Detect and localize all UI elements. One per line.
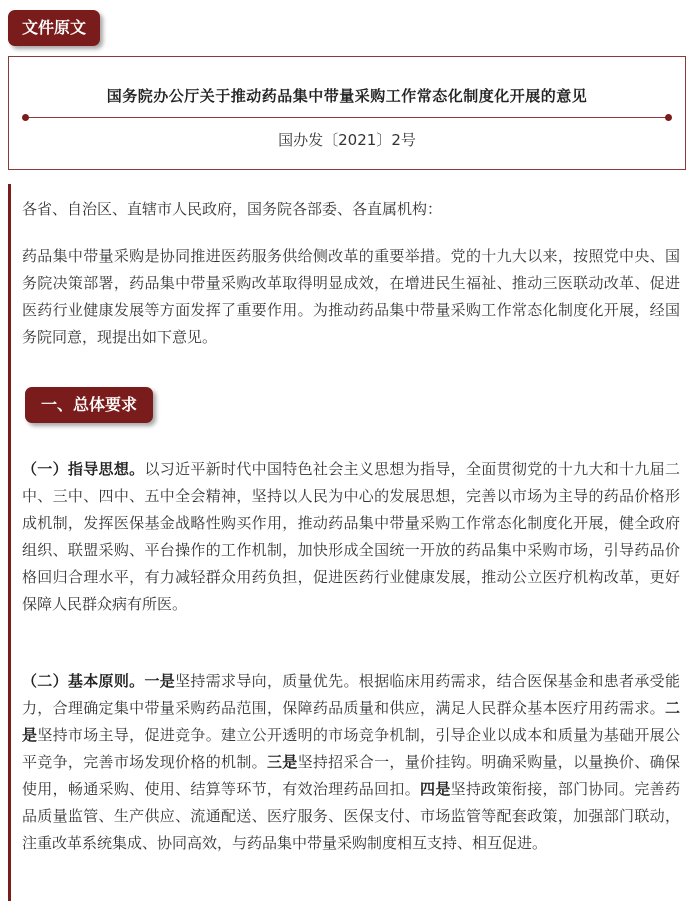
- document-title: 国务院办公厅关于推动药品集中带量采购工作常态化制度化开展的意见: [106, 87, 588, 105]
- salutation: 各省、自治区、直辖市人民政府，国务院各部委、各直属机构：: [22, 200, 443, 218]
- divider-dot-right: [665, 114, 672, 121]
- basic-principles-paragraph: [22, 668, 680, 857]
- title-box: [8, 56, 686, 170]
- principle-4-lead: 四是: [420, 780, 451, 798]
- guiding-ideology-paragraph: [22, 456, 680, 618]
- principle-2-text: 坚持市场主导，促进竞争。建立公开透明的市场竞争机制，引导企业以成本和质量为基础开展公平竞争，完善市场发现价格的机制。: [22, 726, 680, 771]
- divider-dot-left: [22, 114, 29, 121]
- section-heading-general-requirements: 一、总体要求: [25, 387, 153, 423]
- basic-principles-lead: （二）基本原则。: [22, 672, 145, 690]
- principle-1-lead: 一是: [144, 672, 176, 690]
- principle-2-lead: 二是: [22, 699, 680, 744]
- document-body: [8, 184, 694, 901]
- title-divider: [25, 117, 669, 118]
- principle-4-text: 坚持政策衔接，部门协同。完善药品质量监管、生产供应、流通配送、医疗服务、医保支付、市场监管等配套政策，加强部门联动，注重改革系统集成、协同高效，与药品集中带量采购制度相互支持、相互促进。: [22, 780, 680, 852]
- principle-3-lead: 三是: [266, 753, 298, 771]
- principle-3-text: 坚持招采合一，量价挂钩。明确采购量，以量换价、确保使用，畅通采购、使用、结算等环节，有效治理药品回扣。: [22, 753, 680, 798]
- guiding-ideology-lead: （一）指导思想。: [22, 460, 145, 478]
- principle-1-text: 坚持需求导向，质量优先。根据临床用药需求，结合医保基金和患者承受能力，合理确定集中带量采购药品范围，保障药品质量和供应，满足人民群众基本医疗用药需求。: [22, 672, 680, 717]
- document-number: 国办发〔2021〕2号: [278, 131, 416, 149]
- original-text-badge: 文件原文: [8, 10, 100, 46]
- guiding-ideology-text: 以习近平新时代中国特色社会主义思想为指导，全面贯彻党的十九大和十九届二中、三中、四中、五中全会精神，坚持以人民为中心的发展思想，完善以市场为主导的药品价格形成机制，发挥医保基金战略性购买作用，推动药品集中带量采购工作常态化制度化开展，健全政府组织、联盟采购、平台操作的工作机制，加快形成全国统一开放的药品集中采购市场，引导药品价格回归合理水平，有力减轻群众用药负担，促进医药行业健康发展，推动公立医疗机构改革，更好保障人民群众病有所医。: [22, 460, 680, 613]
- intro-paragraph: 药品集中带量采购是协同推进医药服务供给侧改革的重要举措。党的十九大以来，按照党中央、国务院决策部署，药品集中带量采购改革取得明显成效，在增进民生福祉、推动三医联动改革、促进医药行业健康发展等方面发挥了重要作用。为推动药品集中带量采购工作常态化制度化开展，经国务院同意，现提出如下意见。: [22, 247, 680, 346]
